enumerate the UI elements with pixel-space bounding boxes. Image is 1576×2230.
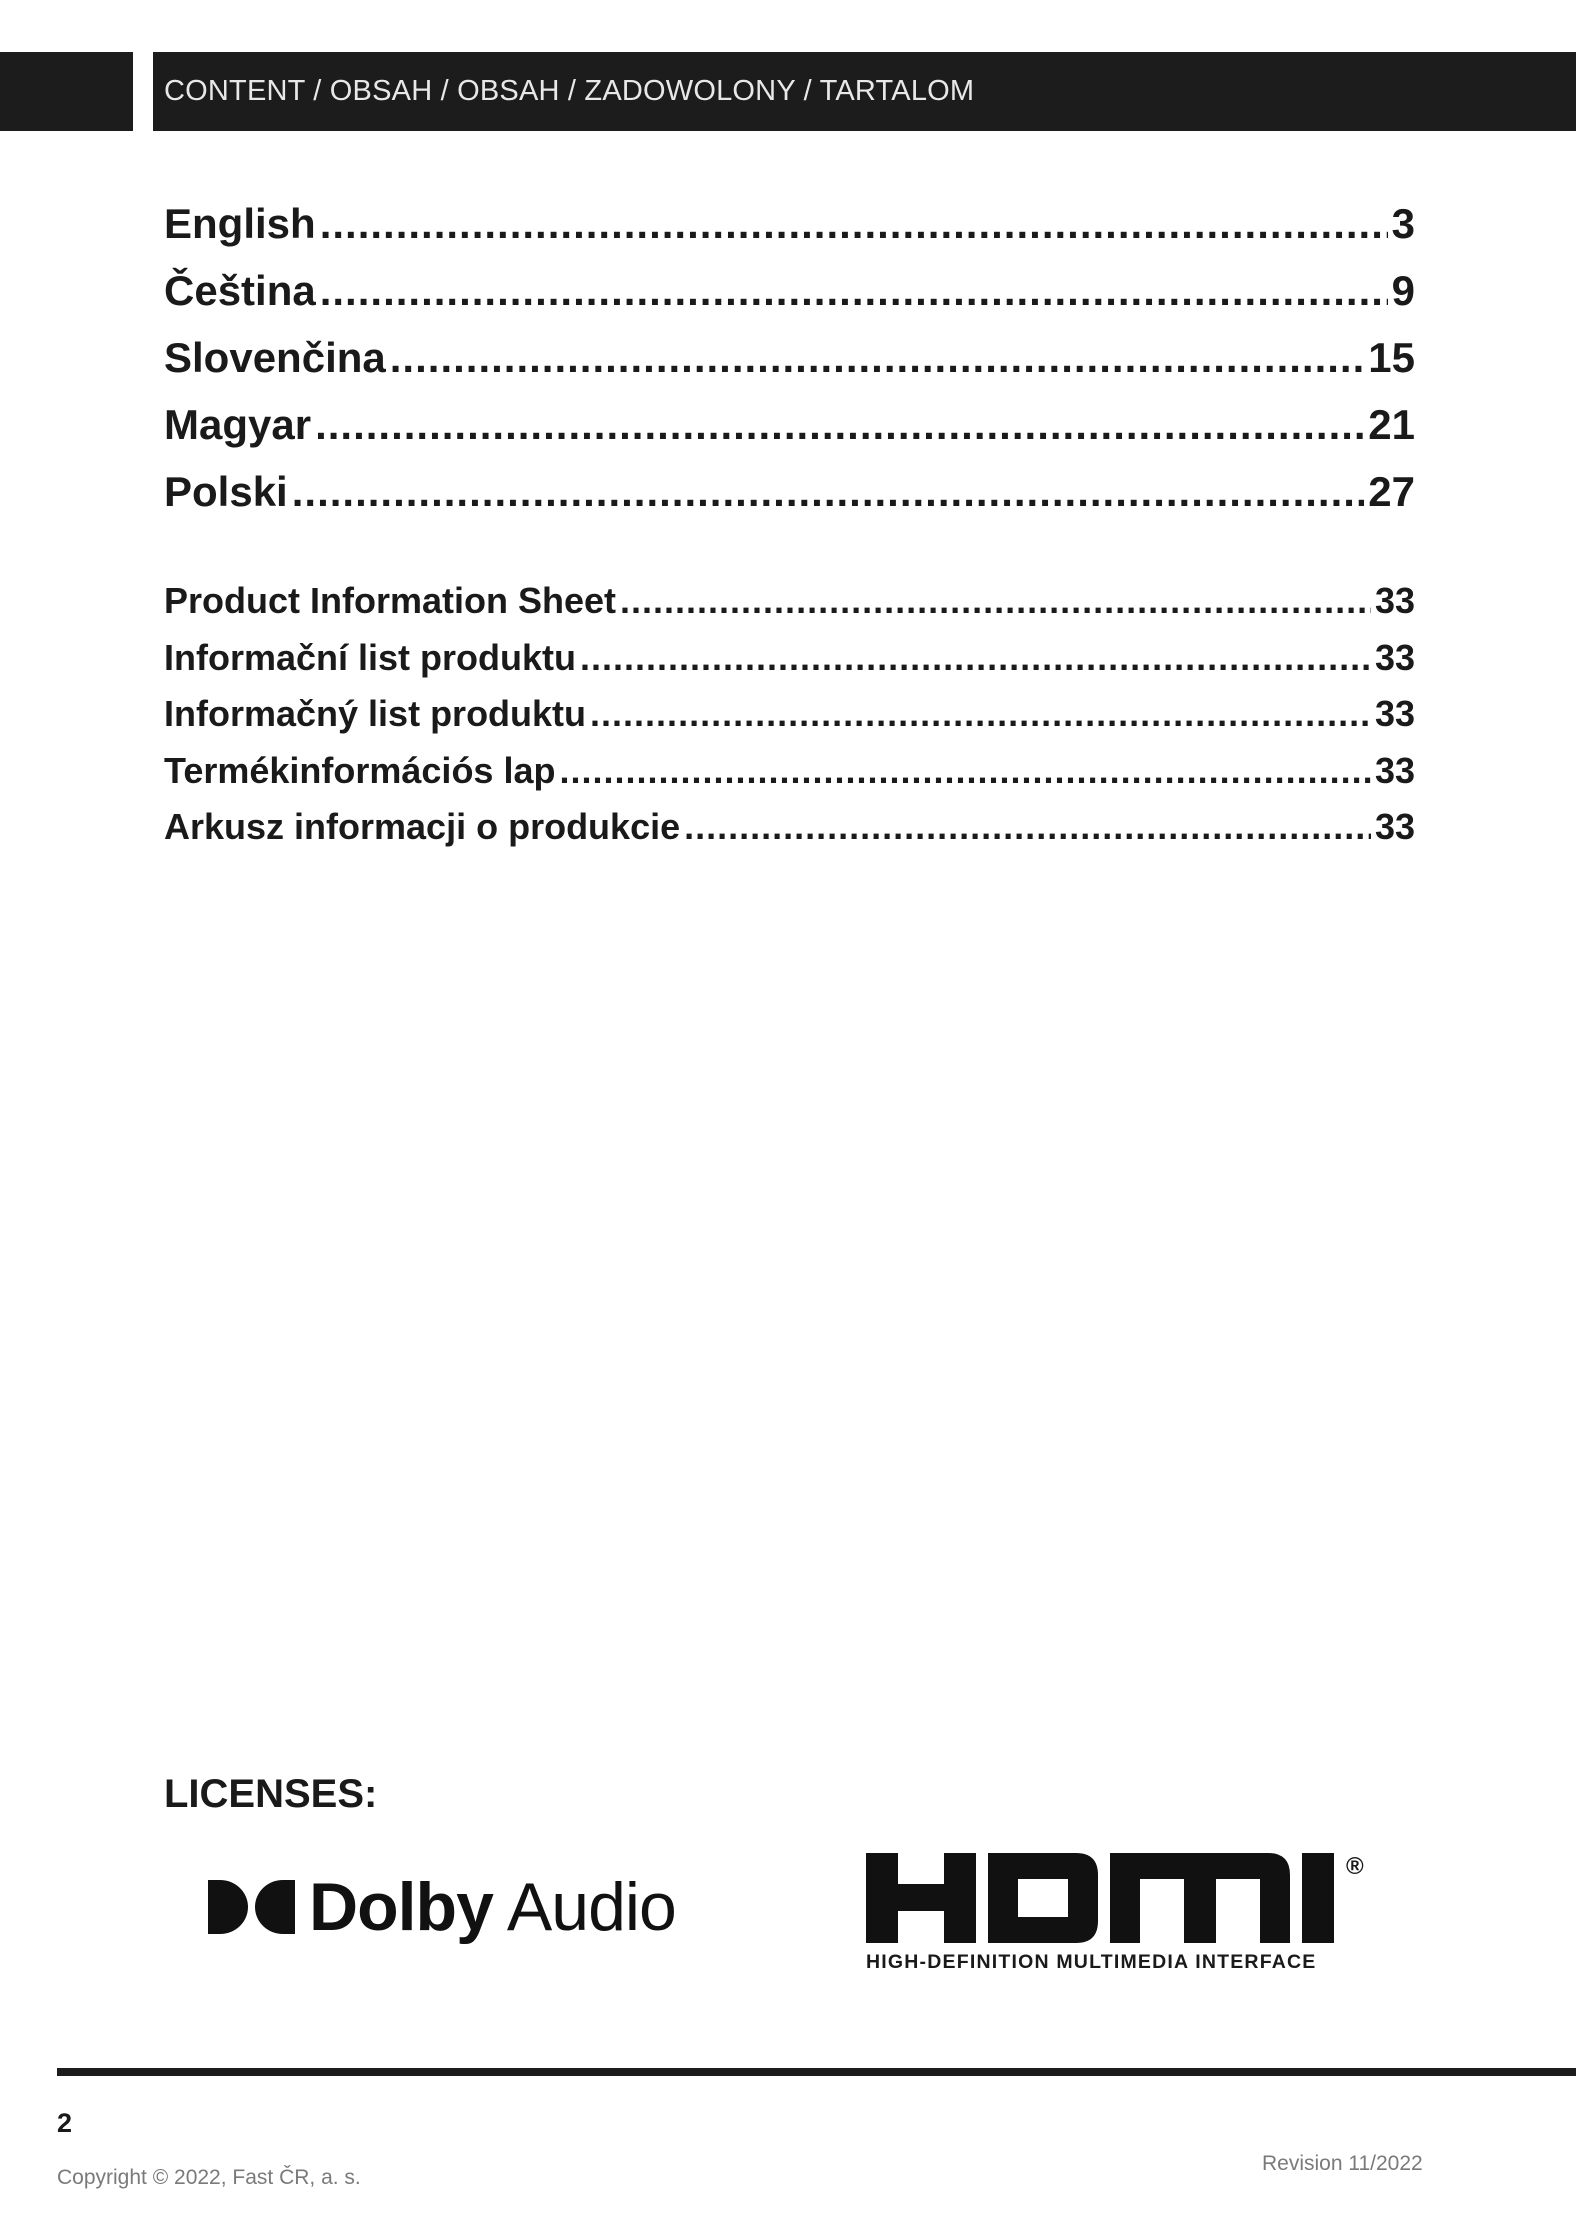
toc-entry-label: Slovenčina	[164, 334, 386, 381]
toc-entry-label: Magyar	[164, 401, 312, 448]
toc-leader-dots	[292, 468, 1365, 516]
toc-entry[interactable]	[164, 200, 1415, 267]
toc-leader-dots	[315, 401, 1364, 449]
toc-entry-label: Čeština	[164, 267, 316, 314]
toc-entry-label: Termékinformációs lap	[164, 749, 556, 791]
registered-mark: ®	[1346, 1853, 1364, 1880]
toc-entry-page: 33	[1374, 806, 1415, 847]
dolby-wordmark: Dolby	[309, 1869, 493, 1945]
toc-entry[interactable]	[164, 806, 1415, 863]
dolby-audio-logo	[208, 1868, 676, 1946]
toc-entry[interactable]	[164, 750, 1415, 807]
hdmi-subtitle: HIGH-DEFINITION MULTIMEDIA INTERFACE	[866, 1951, 1317, 1973]
footer-divider	[57, 2068, 1576, 2076]
toc-leader-dots	[390, 334, 1365, 382]
toc-leader-dots	[320, 200, 1388, 248]
toc-entry[interactable]	[164, 334, 1415, 401]
toc-leader-dots	[580, 637, 1371, 679]
toc-entry-page: 9	[1391, 267, 1415, 314]
toc-entry-label: Arkusz informacji o produkcie	[164, 806, 681, 847]
toc-entry-label: English	[164, 200, 316, 247]
toc-entry[interactable]	[164, 693, 1415, 750]
licenses-title: LICENSES:	[164, 1772, 378, 1816]
toc-entry-label: Product Information Sheet	[164, 580, 617, 621]
toc-leader-dots	[620, 580, 1371, 622]
hdmi-wordmark-icon	[866, 1853, 1336, 1943]
toc-entry[interactable]	[164, 580, 1415, 637]
toc-entry-page: 21	[1368, 401, 1415, 448]
toc-entry-page: 33	[1374, 636, 1415, 678]
toc-entry-label: Polski	[164, 468, 288, 515]
toc-leader-dots	[684, 806, 1371, 848]
toc-entry[interactable]	[164, 401, 1415, 468]
toc-languages	[164, 200, 1415, 535]
audio-wordmark: Audio	[506, 1869, 676, 1945]
toc-entry-page: 33	[1374, 749, 1415, 791]
dolby-double-d-icon	[208, 1880, 295, 1934]
page-number: 2	[57, 2108, 73, 2138]
revision-label: Revision 11/2022	[1262, 2152, 1423, 2175]
toc-leader-dots	[559, 750, 1370, 792]
toc-leader-dots	[590, 693, 1371, 735]
toc-entry-page: 3	[1391, 200, 1415, 247]
toc-entry[interactable]	[164, 267, 1415, 334]
header-title: CONTENT / OBSAH / OBSAH / ZADOWOLONY / TARTALOM	[164, 75, 975, 107]
toc-entry-page: 33	[1374, 693, 1415, 734]
toc-entry-label: Informačný list produktu	[164, 693, 587, 734]
toc-entry-label: Informační list produktu	[164, 636, 577, 678]
toc-entry[interactable]	[164, 637, 1415, 694]
header-block-left	[0, 52, 133, 131]
toc-entry[interactable]	[164, 468, 1415, 535]
toc-entry-page: 33	[1374, 580, 1415, 621]
header-bar	[153, 52, 1576, 131]
toc-entry-page: 27	[1368, 468, 1415, 515]
toc-leader-dots	[320, 267, 1388, 315]
toc-product-info	[164, 580, 1415, 863]
hdmi-logo	[866, 1853, 1376, 1974]
copyright-notice: Copyright © 2022, Fast ČR, a. s.	[57, 2166, 361, 2189]
toc-entry-page: 15	[1368, 334, 1415, 381]
